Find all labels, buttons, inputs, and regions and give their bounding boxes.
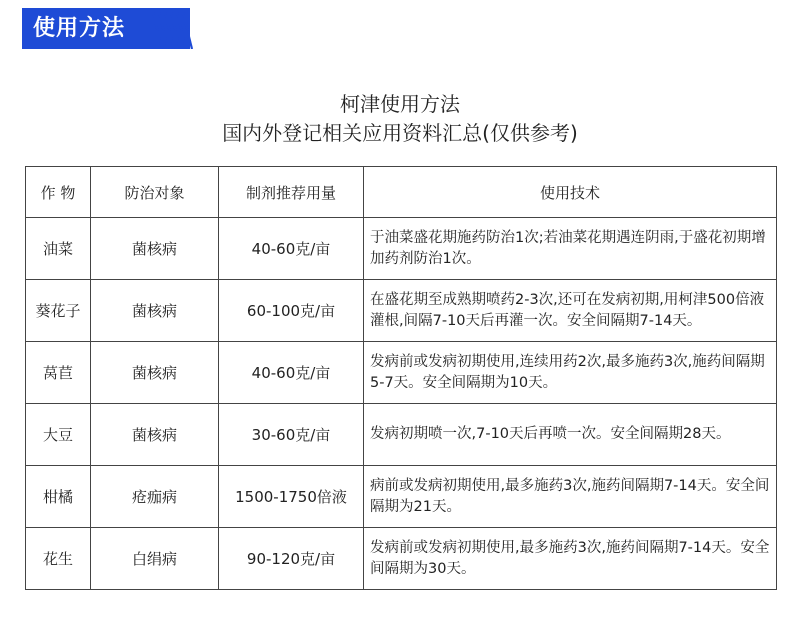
col-header-technique: 使用技术	[364, 167, 777, 218]
table-row	[26, 528, 777, 590]
dosage-cell: 1500-1750倍液	[219, 466, 364, 528]
target-cell: 菌核病	[91, 280, 219, 342]
target-cell: 菌核病	[91, 218, 219, 280]
technique-cell: 病前或发病初期使用,最多施药3次,施药间隔期7-14天。安全间隔期为21天。	[364, 466, 777, 528]
stripe-decoration	[148, 8, 196, 49]
crop-cell: 油菜	[26, 218, 91, 280]
crop-cell: 柑橘	[26, 466, 91, 528]
table-row	[26, 342, 777, 404]
target-cell: 菌核病	[91, 342, 219, 404]
crop-cell: 莴苣	[26, 342, 91, 404]
technique-cell: 发病前或发病初期使用,连续用药2次,最多施药3次,施药间隔期5-7天。安全间隔期为10天。	[364, 342, 777, 404]
crop-cell: 花生	[26, 528, 91, 590]
table-row	[26, 466, 777, 528]
crop-cell: 大豆	[26, 404, 91, 466]
technique-cell: 发病前或发病初期使用,最多施药3次,施药间隔期7-14天。安全间隔期为30天。	[364, 528, 777, 590]
target-cell: 疮痂病	[91, 466, 219, 528]
technique-cell: 于油菜盛花期施药防治1次;若油菜花期遇连阴雨,于盛花初期增加药剂防治1次。	[364, 218, 777, 280]
target-cell: 白绢病	[91, 528, 219, 590]
dosage-cell: 90-120克/亩	[219, 528, 364, 590]
col-header-dosage: 制剂推荐用量	[219, 167, 364, 218]
col-header-crop: 作 物	[26, 167, 91, 218]
section-title: 使用方法	[33, 16, 126, 41]
doc-title: 柯津使用方法	[340, 92, 460, 116]
col-header-target: 防治对象	[91, 167, 219, 218]
table-row	[26, 404, 777, 466]
dosage-cell: 40-60克/亩	[219, 342, 364, 404]
doc-subtitle: 国内外登记相关应用资料汇总(仅供参考)	[222, 121, 578, 145]
usage-table	[25, 166, 777, 590]
dosage-cell: 60-100克/亩	[219, 280, 364, 342]
target-cell: 菌核病	[91, 404, 219, 466]
technique-cell: 在盛花期至成熟期喷药2-3次,还可在发病初期,用柯津500倍液灌根,间隔7-10天后再灌一次。安全间隔期7-14天。	[364, 280, 777, 342]
dosage-cell: 40-60克/亩	[219, 218, 364, 280]
table-row	[26, 218, 777, 280]
dosage-cell: 30-60克/亩	[219, 404, 364, 466]
table-header-row	[26, 167, 777, 218]
crop-cell: 葵花子	[26, 280, 91, 342]
technique-cell: 发病初期喷一次,7-10天后再喷一次。安全间隔期28天。	[364, 404, 777, 466]
table-row	[26, 280, 777, 342]
